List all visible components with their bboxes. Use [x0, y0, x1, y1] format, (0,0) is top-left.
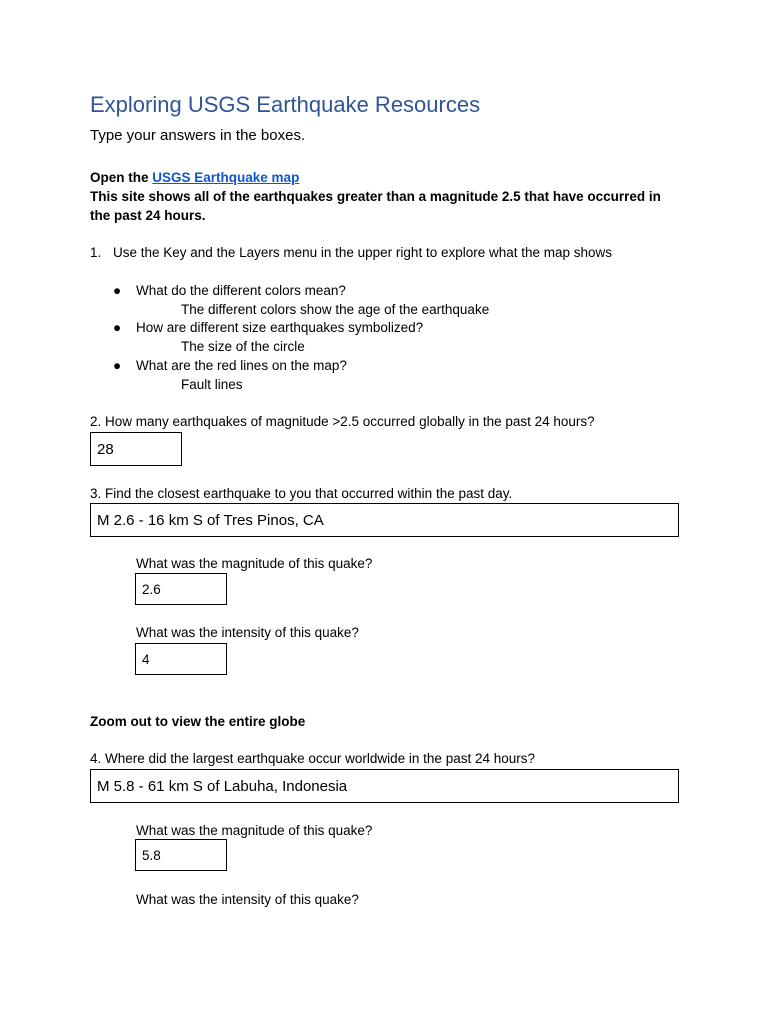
q3-magnitude-question: What was the magnitude of this quake?	[136, 556, 373, 571]
q1-bullet-question: How are different size earthquakes symbolized?	[136, 320, 424, 335]
q2-text: 2. How many earthquakes of magnitude >2.5 occurred globally in the past 24 hours?	[90, 414, 595, 429]
open-map-line	[90, 170, 299, 185]
q4-magnitude-question: What was the magnitude of this quake?	[136, 823, 373, 838]
q3-answer-box[interactable]: M 2.6 - 16 km S of Tres Pinos, CA	[90, 503, 679, 537]
q1-bullet-answer[interactable]: Fault lines	[181, 377, 243, 392]
usgs-map-link[interactable]: USGS Earthquake map	[152, 170, 300, 185]
intro-line-2: the past 24 hours.	[90, 208, 206, 223]
q3-intensity-question: What was the intensity of this quake?	[136, 625, 359, 640]
intro-line-1: This site shows all of the earthquakes greater than a magnitude 2.5 that have occurred in	[90, 189, 661, 204]
q1-bullet-question: What are the red lines on the map?	[136, 358, 347, 373]
q1-bullet-answer[interactable]: The size of the circle	[181, 339, 305, 354]
q3-magnitude-box[interactable]: 2.6	[135, 573, 227, 605]
q4-magnitude-box[interactable]: 5.8	[135, 839, 227, 871]
bullet-icon: ●	[113, 358, 122, 373]
q4-intensity-question: What was the intensity of this quake?	[136, 892, 359, 907]
bullet-icon: ●	[113, 320, 122, 335]
q1-text: Use the Key and the Layers menu in the upper right to explore what the map shows	[113, 245, 613, 260]
open-prefix: Open the	[90, 170, 153, 185]
q1-number: 1.	[90, 245, 102, 260]
q3-text: 3. Find the closest earthquake to you that occurred within the past day.	[90, 486, 513, 501]
q1-bullet-answer[interactable]: The different colors show the age of the earthquake	[181, 302, 490, 317]
q3-intensity-box[interactable]: 4	[135, 643, 227, 675]
page-title: Exploring USGS Earthquake Resources	[90, 92, 481, 117]
zoom-heading: Zoom out to view the entire globe	[90, 714, 306, 729]
bullet-icon: ●	[113, 283, 122, 298]
instructions-text: Type your answers in the boxes.	[90, 127, 306, 144]
q2-answer-box[interactable]: 28	[90, 432, 182, 466]
q4-text: 4. Where did the largest earthquake occur worldwide in the past 24 hours?	[90, 751, 536, 766]
q4-answer-box[interactable]: M 5.8 - 61 km S of Labuha, Indonesia	[90, 769, 679, 803]
q1-bullet-question: What do the different colors mean?	[136, 283, 346, 298]
